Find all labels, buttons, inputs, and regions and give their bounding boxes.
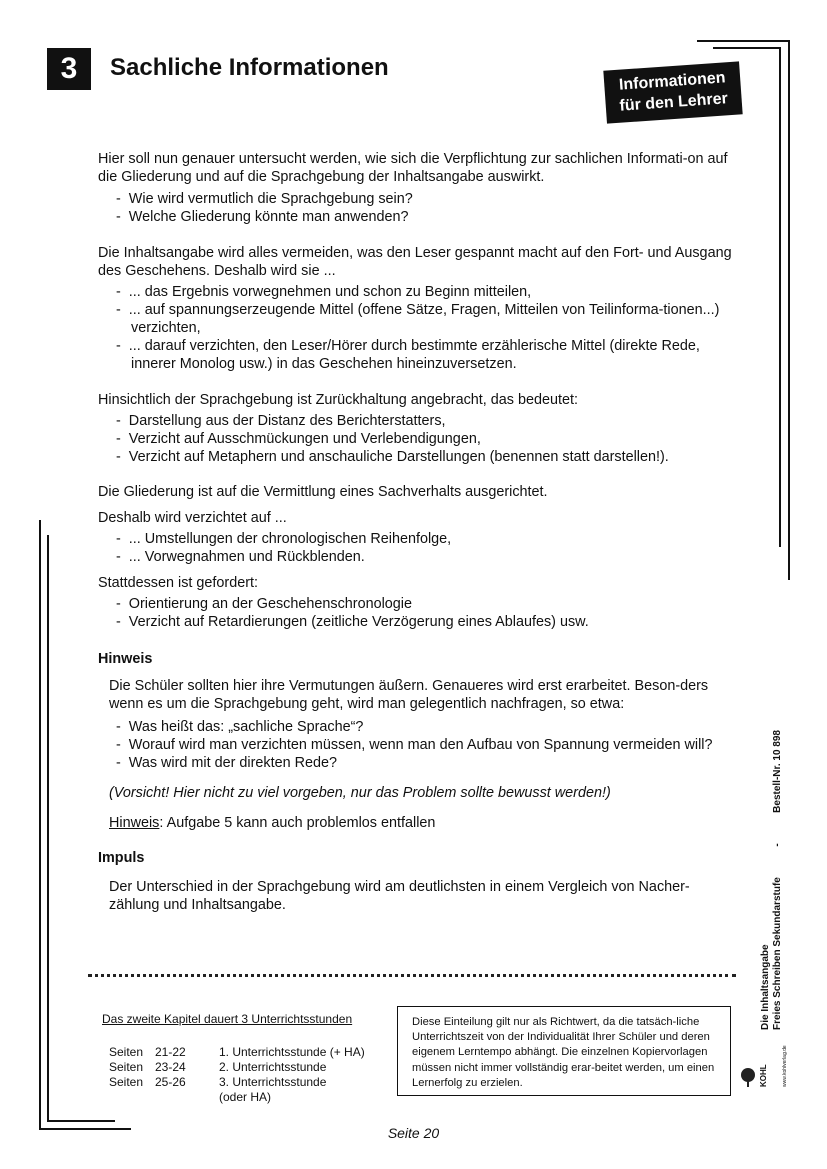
sidebar-text — [760, 730, 784, 1030]
schedule-pages: 23-24 — [155, 1060, 186, 1074]
hint-heading: Hinweis — [98, 651, 153, 667]
schedule-desc: 1. Unterrichtsstunde (+ HA) — [219, 1045, 365, 1059]
list-item: - Was heißt das: „sachliche Sprache“? — [116, 718, 738, 736]
table-row — [109, 1090, 365, 1105]
schedule-table — [109, 1045, 365, 1105]
language-list — [98, 412, 738, 466]
list-item: - Verzicht auf Metaphern und anschauliche Darstellungen (benennen statt darstellen!). — [116, 448, 738, 466]
schedule-pages: 25-26 — [155, 1075, 186, 1089]
table-row — [109, 1075, 365, 1090]
avoid-list — [98, 283, 738, 373]
list-item: - Darstellung aus der Distanz des Berichterstatters, — [116, 412, 738, 430]
hint-optional-text: : Aufgabe 5 kann auch problemlos entfallen — [159, 815, 436, 831]
caution-note: (Vorsicht! Hier nicht zu viel vorgeben, nur das Problem sollte bewusst werden!) — [109, 785, 611, 801]
required-list — [98, 595, 738, 631]
list-item: - Verzicht auf Ausschmückungen und Verlebendigungen, — [116, 430, 738, 448]
paragraph: Die Gliederung ist auf die Vermittlung eines Sachverhalts ausgerichtet. — [98, 484, 548, 500]
paragraph: Die Inhaltsangabe wird alles vermeiden, was den Leser gespannt macht auf den Fort- und Ausgang des Geschehens. Deshalb wird sie ... — [98, 245, 732, 279]
dotted-separator — [88, 974, 736, 977]
publisher-name: KOHL — [759, 1064, 768, 1087]
publisher-logo — [738, 1017, 788, 1089]
hint-list — [98, 718, 738, 772]
sidebar-order-number: Bestell-Nr. 10 898 — [772, 730, 783, 813]
main-content — [98, 150, 738, 914]
paragraph: Deshalb wird verzichtet auf ... — [98, 510, 287, 526]
chapter-number: 3 — [47, 48, 91, 90]
teacher-badge-line2: für den Lehrer — [619, 90, 729, 115]
page-number: Seite 20 — [387, 1125, 440, 1141]
list-item: - Wie wird vermutlich die Sprachgebung sein? — [116, 190, 738, 208]
list-item: - ... das Ergebnis vorwegnehmen und schon zu Beginn mitteilen, — [116, 283, 738, 301]
schedule-label: Seiten — [109, 1075, 144, 1089]
frame-line-right-outer — [788, 40, 790, 580]
schedule-label: Seiten — [109, 1045, 144, 1059]
frame-line-top-inner — [713, 47, 780, 49]
frame-line-bottom-inner — [47, 1120, 115, 1122]
impulse-text: Der Unterschied in der Sprachgebung wird am deutlichsten in einem Vergleich von Nacher-zählung und Inhaltsangabe. — [109, 879, 690, 913]
teacher-badge-line1: Informationen — [618, 69, 727, 94]
list-item: - Worauf wird man verzichten müssen, wenn man den Aufbau von Spannung vermeiden will? — [116, 736, 738, 754]
list-item: - ... Vorwegnahmen und Rückblenden. — [116, 548, 738, 566]
schedule-last-note: (oder HA) — [219, 1090, 272, 1104]
frame-line-left-outer — [39, 520, 41, 1130]
paragraph: Stattdessen ist gefordert: — [98, 575, 258, 591]
impulse-heading: Impuls — [98, 850, 145, 866]
table-row — [109, 1045, 365, 1060]
frame-line-top-outer — [697, 40, 790, 42]
omit-list — [98, 530, 738, 566]
frame-line-right-inner — [779, 47, 781, 547]
frame-line-left-inner — [47, 535, 49, 1122]
list-item: - Was wird mit der direkten Rede? — [116, 754, 738, 772]
sidebar-line2 — [772, 730, 784, 1030]
question-list — [98, 190, 738, 226]
list-item: - ... auf spannungserzeugende Mittel (offene Sätze, Fragen, Mitteilen von Teilinforma-tionen...) verzichten, — [116, 301, 738, 337]
schedule-title: Das zweite Kapitel dauert 3 Unterrichtsstunden — [102, 1012, 353, 1026]
schedule-label: Seiten — [109, 1060, 144, 1074]
intro-paragraph: Hier soll nun genauer untersucht werden, wie sich die Verpflichtung zur sachlichen Informati-on auf die Gliederung und auf die Sprachgebung der Inhaltsangabe auswirkt. — [98, 151, 728, 185]
hint-text: Die Schüler sollten hier ihre Vermutungen äußern. Genaueres wird erst erarbeitet. Beson-ders wenn es um die Sprachgebung geht, wird man gelegentlich nachfragen, so etwa: — [109, 678, 709, 712]
publisher-url: www.kohlverlag.de — [782, 1045, 788, 1087]
list-item: - ... Umstellungen der chronologischen Reihenfolge, — [116, 530, 738, 548]
schedule-desc: 2. Unterrichtsstunde — [219, 1060, 327, 1074]
list-item: - ... darauf verzichten, den Leser/Hörer durch bestimmte erzählerische Mittel (direkte Rede, innerer Monolog usw.) in das Geschehen hineinzuversetzen. — [116, 337, 738, 373]
page-title: Sachliche Informationen — [110, 54, 389, 81]
teacher-info-badge — [603, 61, 742, 123]
sidebar-series: Freies Schreiben Sekundarstufe — [772, 877, 783, 1030]
list-item: - Welche Gliederung könnte man anwenden? — [116, 208, 738, 226]
hint-optional — [98, 814, 738, 832]
schedule-pages: 21-22 — [155, 1045, 186, 1059]
note-box: Diese Einteilung gilt nur als Richtwert, da die tatsäch-liche Unterrichtszeit von der Individualität Ihrer Schüler und deren eigenem Lerntempo abhängt. Die einzelnen Kopiervorlagen müssen nicht immer vollständig erar-beitet werden, um einen Lernerfolg zu erzielen. — [397, 1006, 731, 1096]
sidebar-separator: - — [772, 843, 783, 847]
paragraph: Hinsichtlich der Sprachgebung ist Zurückhaltung angebracht, das bedeutet: — [98, 392, 578, 408]
schedule-desc: 3. Unterrichtsstunde — [219, 1075, 327, 1089]
list-item: - Orientierung an der Geschehenschronologie — [116, 595, 738, 613]
sidebar-line1: Die Inhaltsangabe — [760, 944, 771, 1030]
list-item: - Verzicht auf Retardierungen (zeitliche Verzögerung eines Ablaufes) usw. — [116, 613, 738, 631]
hint-label: Hinweis — [109, 815, 160, 831]
table-row — [109, 1060, 365, 1075]
